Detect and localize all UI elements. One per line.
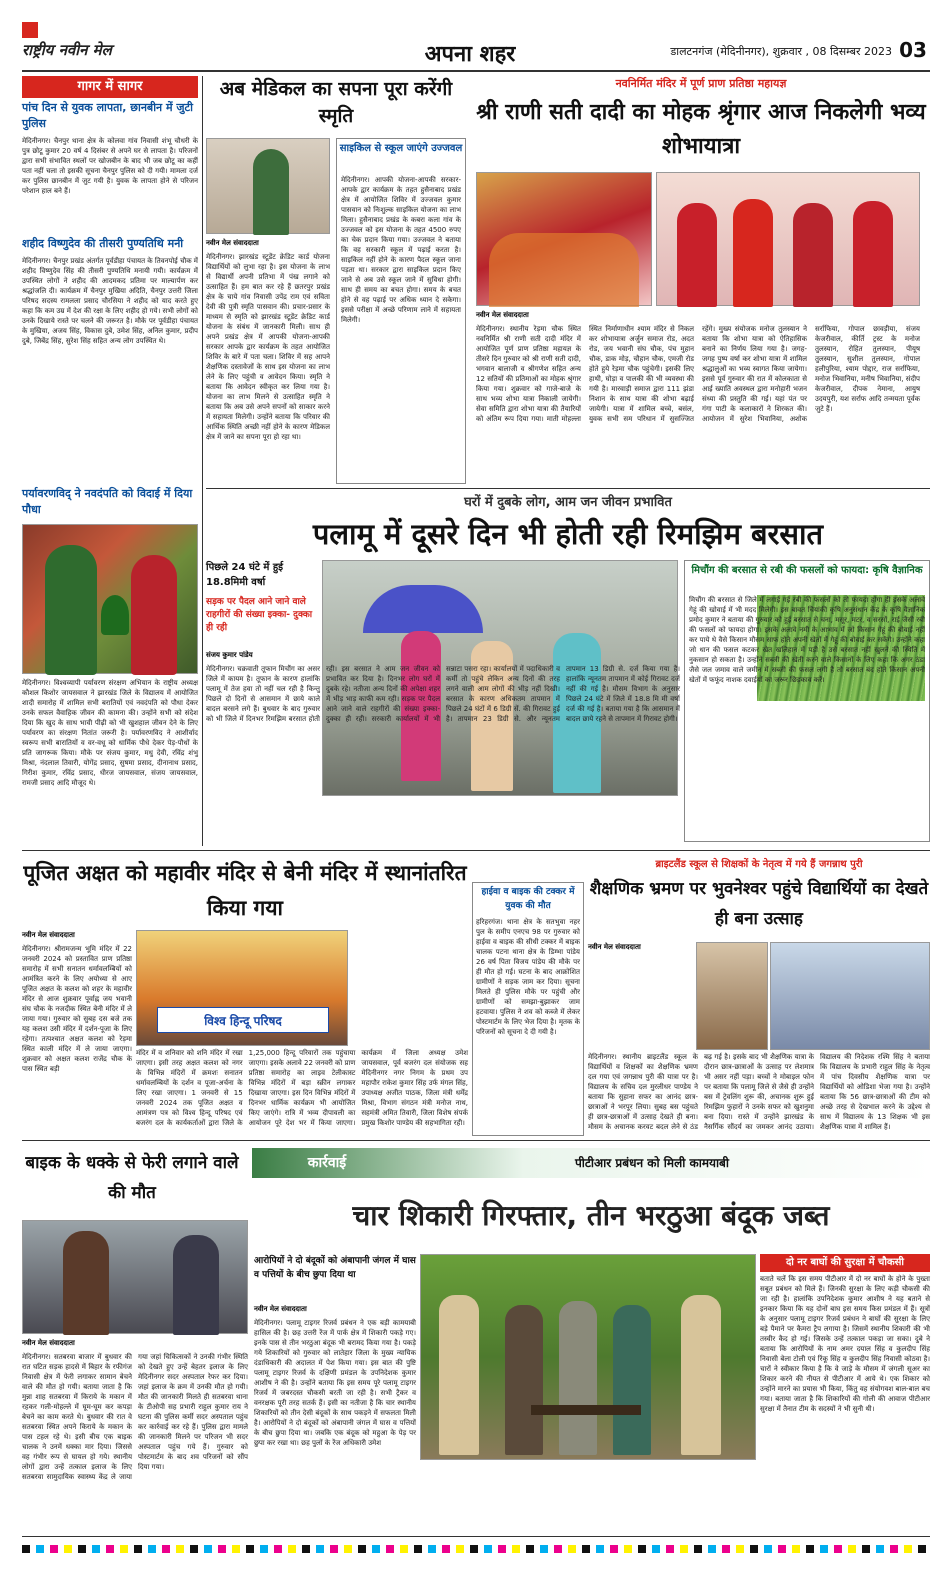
crop-box xyxy=(684,560,930,842)
smriti-byline: नवीन मेल संवाददाता xyxy=(206,239,259,247)
paper-name: राष्ट्रीय नवीन मेल xyxy=(22,41,112,59)
color-registration-strip xyxy=(22,22,38,38)
tour-headline: शैक्षणिक भ्रमण पर भुवनेश्वर पहुंचे विद्यार्थियों का देखते ही बना उत्साह xyxy=(589,879,929,929)
seized-guns xyxy=(531,1405,641,1415)
truck-box xyxy=(472,882,584,1136)
hunters-photo xyxy=(420,1254,756,1460)
bride-figure xyxy=(131,555,177,675)
student-figure xyxy=(253,149,289,235)
dateline: डालटनगंज (मेदिनीनगर), शुक्रवार , 08 दिसम्बर 2023 xyxy=(670,45,892,58)
sati-headline: श्री राणी सती दादी का मोहक श्रृंगार आज निकलेगी भव्य शोभायात्रा xyxy=(476,100,926,159)
plant-pot xyxy=(101,595,129,635)
accused-figure-1 xyxy=(505,1305,543,1455)
woman-red-saree-2 xyxy=(733,199,773,307)
vhp-photo xyxy=(136,930,348,1046)
accused-figure-3 xyxy=(613,1305,651,1455)
woman-red-saree-3 xyxy=(793,203,833,307)
section-label: गागर में सागर xyxy=(22,76,198,98)
sati-photo-2 xyxy=(656,172,920,306)
rain-headline: पलामू में दूसरे दिन भी होती रही रिमझिम बरसात xyxy=(312,517,824,551)
tiger-headline: दो नर बाघों की सुरक्षा में चौकसी xyxy=(760,1254,930,1272)
akshat-byline: नवीन मेल संवाददाता xyxy=(22,931,75,939)
tour-byline: नवीन मेल संवाददाता xyxy=(588,943,641,951)
brief1-headline: पांच दिन से युवक लापता, छानबीन में जुटी पुलिस xyxy=(22,101,193,130)
footer-registration xyxy=(22,1545,930,1553)
page-number: 03 xyxy=(899,38,927,62)
section-rule-2 xyxy=(22,850,930,851)
crop-headline: मिचौंग की बरसात से रबी की फसलों को फायदा: कृषि वैज्ञानिक xyxy=(691,565,923,576)
section-rule-1 xyxy=(206,488,930,489)
rain-kicker: घरों में दुबके लोग, आम जन जीवन प्रभावित xyxy=(464,495,672,510)
bike-headline: बाइक के धक्के से फेरी लगाने वाले की मौत xyxy=(25,1153,239,1203)
hunters-subhead: आरोपियों ने दो बंदूकों को अंबापानी जंगल में घास व पत्तियों के बीच छुपा दिया था xyxy=(254,1256,416,1280)
elder-figure xyxy=(45,545,97,675)
section-rule-3 xyxy=(22,1140,930,1141)
bike-body: मेदिनीनगर। सतबरवा बाजार में बुधवार की रात घटित सड़क हादसे में बिहार के रफीगंज निवासी क्षेत्र में फेरी लगाकर सामान बेचने वाले की मौत हो गयी। बताया जाता है कि मुन्ना शाह सतबरवा में किराये के मकान में रहकर गली-मोहल्ले में घूम-घूम कर कपड़ा बेचने का काम करते थे। बुधवार की रात वे सतबरवा स्थित अपने किराये के मकान के पास टहल रहे थे। इसी बीच एक बाइक चालक ने उनमें धक्का मार दिया। जिससे वह गंभीर रूप से घायल हो गये। स्थानीय लोगों द्वारा उन्हें तत्काल इलाज के लिए सतबरवा सामुदायिक स्वास्थ्य केंद्र ले जाया गया जहां चिकित्सकों ने उनकी गंभीर स्थिति को देखते हुए उन्हें बेहतर इलाज के लिए मेदिनीनगर सदर अस्पताल रेफर कर दिया। जहां इलाज के क्रम में उनकी मौत हो गयी। मौत की जानकारी मिलते ही सतबरवा थाना के टीओपी सह प्रभारी राहुल कुमार राय ने घटना की पुलिस कर्मी सदर अस्पताल पहुंच कर कार्रवाई कर रहे हैं। पुलिस द्वारा मामले की जानकारी मिलने पर परिजन भी सदर अस्पताल पहुंच गये हैं। गुरुवार को पोस्टमार्टम के बाद शव परिजनों को सौंप दिया गया। xyxy=(22,1353,248,1481)
bike-photo xyxy=(22,1220,248,1334)
umbrella-shape xyxy=(363,585,483,633)
brief3-body: मेदिनीनगर। विश्वव्यापी पर्यावरण संरक्षण अभियान के राष्ट्रीय अध्यक्ष कौशल किशोर जायसवाल ने झारखंड जिले के विद्यालय में आयोजित शादी समारोह में शामिल सभी बरातियों एवं नवदंपति को पौधा देकर उनके सफल वैवाहिक जीवन की कामना की। उन्होंने सभी को संदेश दिया कि खुद के साथ भावी पीढ़ी को भी खुशहाल जीवन देने के लिए पर्यावरण का संरक्षण नितांत जरूरी है। पर्यावरणविद ने आशीर्वाद स्वरूप सभी बारातियों व वर-वधू को धार्मिक पौधे देकर पेड़-पौधों के प्रति जागरूक किया। मौके पर संजय कुमार, मधु देवी, रविंद्र शंभु मिश्रा, नंदलाल तिवारी, योगेंद्र प्रसाद, सुषमा प्रसाद, दीनानाथ प्रसाद, गिरीश कुमार, रविंद्र प्रसाद, धीरज जायसवाल, संजय जायसवाल, रामजी प्रसाद आदि मौजूद थे। xyxy=(22,679,198,787)
smriti-photo xyxy=(206,138,330,234)
brief2-body: मेदिनीनगर। चैनपुर प्रखंड अंतर्गत पूर्वडीहा पंचायत के तिवनपोई चौक में शहीद विष्णुदेव सिंह की तीसरी पुण्यतिथि मनायी गयी। कार्यक्रम में उपस्थित लोगों ने शहीद की आदमकद प्रतिमा पर माल्यार्पण कर श्रद्धांजलि दी। कार्यक्रम में चैनपुर मुखिया अदिति, चैनपुर उत्तरी जिला परिषद सदस्य रामलला प्रसाद चौरसिया ने शहीद को याद करते हुए कहा कि कम उम्र में देश की रक्षा के लिए शहीद हो गये। सभी लोगों को उनके दिखाये रास्ते पर चलने की जरूरत है। मौके पर पूर्वडीहा पंचायत के मुखिया, अजय सिंह, विकास दुबे, उमेश सिंह, अनिल कुमार, प्रदीप दुबे, जिबेंद्र सिंह, सुरेश सिंह सहित अन्य लोग उपस्थित थे। xyxy=(22,257,198,345)
akshat-body-2: मंदिर में व शनिवार को शनि मंदिर में रखा जाएगा। इसी तरह अक्षत कलश को नगर के विभिन्न मंदिरों में क्रमशः सनातन धर्मावलम्बियों के दर्शन व पूजा-अर्चना के लिए रखा जाएगा। 1 जनवरी से 15 जनवरी 2024 तक पूजित अक्षत व आमंत्रण पत्र को विश्व हिन्दू परिषद एवं बजरंग दल के कार्यकर्ताओं द्वारा जिले के 1,25,000 हिन्दू परिवारों तक पहुंचाया जाएगा। इसके अलावे 22 जनवरी को प्राण प्रतिष्ठा समारोह का लाइव टेलीकास्ट विभिन्न मंदिरों में बड़ा स्क्रीन लगाकर दिखाया जाएगा। इस दिन विभिन्न मंदिरों में दिनभर धार्मिक कार्यक्रम भी आयोजित किए जाएंगे। रात्रि में भव्य दीपावली का आयोजन पूरे देश भर में किया जाएगा। कार्यक्रम में जिला अध्यक्ष उमेश जायसवाल, पूर्व बजरंग दल संयोजक सह मेदिनीनगर नगर निगम के प्रथम उप महापौर राकेश कुमार सिंह उर्फ मंगल सिंह, उपाध्यक्ष अजीत पाठक, जिला मंत्री धर्मेंद्र मिश्रा, विभाग संगठन मंत्री मनोज नाथ, सहमंत्री अमित तिवारी, जिला विशेष संपर्क प्रमुख किशोर पाण्डेय की सहभागिता रही। xyxy=(136,1049,468,1127)
devotee-group xyxy=(489,233,639,307)
woman-red-saree-4 xyxy=(853,201,893,307)
hunters-body: मेदिनीनगर। पलामू टाइगर रिजर्व प्रबंधन ने एक बड़ी कामयाबी हासिल की है। छह उत्तरी रेंज में पार्क क्षेत्र में शिकारी पकड़े गए। इनके पास से तीन भरठुआ बंदूक भी बरामद किया गया है। पकड़े गये शिकारियों को गुरुवार को लातेहार जिला के मुख्य न्यायिक दंडाधिकारी की अदालत में पेश किया गया। इस बात की पुष्टि पलामू टाइगर रिजर्व के दक्षिणी प्रमंडल के उपनिदेशक कुमार आशीष ने की है। उन्होंने बताया कि इस समय पूरे पलामू टाइगर रिजर्व में जबरदस्त चौकसी बरती जा रही है। सभी ट्रैकर व वनरक्षक पूरी तरह सतर्क हैं। इसी का नतीजा है कि चार स्थानीय शिकारियों को तीन देसी बंदूकों के साथ पकड़ने में सफलता मिली है। आरोपियों ने दो बंदूकों को अंबापानी जंगल में घास व पत्तियों के बीच छुपा दिया था। जबकि एक बंदूक को महुआ के पेड़ पर छुपा कर रखा था। छह पुलों के रेंज अधिकारी उमेश xyxy=(254,1319,416,1447)
tiger-box xyxy=(760,1254,930,1528)
action-band xyxy=(252,1148,930,1178)
sati-photo-1 xyxy=(476,172,652,306)
brief3-headline: पर्यावरणविद् ने नवदंपति को विदाई में दिया पौधा xyxy=(22,487,193,516)
masthead-rule xyxy=(22,70,930,72)
rain-subhead-2: सड़क पर पैदल आने जाने वाले राहगीरों की संख्या इक्का- दुक्का ही रही xyxy=(206,597,313,633)
smriti-body: मेदिनीनगर। झारखंड स्टूडेंट क्रेडिट कार्ड योजना विद्यार्थियों को लुभा रहा है। इस योजना के लाभ से विद्यार्थी अपनी प्रतिभा में पंख लगाने को उत्साहित हैं। हम बात कर रहे हैं छतरपुर प्रखंड क्षेत्र के चाये गांव निवासी उपेंद्र राम एवं सविता देवी की पुत्री स्मृति पासवान की। प्रचार-प्रसार के माध्यम से स्मृति को झारखंड स्टूडेंट क्रेडिट कार्ड योजना के संबंध में जानकारी मिली। साथ ही अपने प्रखंड क्षेत्र में आपकी योजना-आपकी सरकार आपके द्वार कार्यक्रम के तहत आयोजित शिविर के बारे में पता चला। शिविर में सह आपने शैक्षणिक दस्तावेजों के साथ इस योजना का लाभ लेने के लिए पहुंची व आवेदन किया। स्मृति ने बताया कि आवेदन स्वीकृत कर लिया गया है। योजना का लाभ मिलने से उत्साहित स्मृति ने बताया कि अब उसे अपने सपनों को साकार करने में सहायता मिलेगी। उन्होंने बताया कि परिवार की आर्थिक स्थिति अच्छी नहीं होने के कारण मेडिकल क्षेत्र में जाने का सपना पूरा हो रहा था। xyxy=(206,253,330,441)
tour-kicker: ब्राइटलैंड स्कूल से शिक्षकों के नेतृत्व में गये हैं जगन्नाथ पुरी xyxy=(655,859,863,870)
action-tag: कार्रवाई xyxy=(307,1155,347,1171)
rain-body: मेदिनीनगर। चक्रवाती तूफान मिचौंग का असर जिले में कायम है। तूफान के कारण हालांकि पलामू में तेज हवा तो नहीं चल रही है किन्तु पिछले दो दिनों से आसमान में छाये काले बादल बरसने लगे हैं। बुधवार के बाद गुरुवार को भी जिले में दिनभर रिमझिम बरसात होती रही। इस बरसात ने आम जन जीवन को प्रभावित कर दिया है। दिनभर लोग घरों में दुबके रहे। नतीजा अन्य दिनों की अपेक्षा शहर में भीड़ भाड़ काफी कम रही। सड़क पर पैदल आने जाने वाले राहगीरों की संख्या इक्का-दुक्का ही रही। सरकारी कार्यालयों में भी सन्नाटा पसरा रहा। कार्यालयों में पदाधिकारी व कर्मी तो पहुंचे लेकिन अन्य दिनों की तरह लगने वाली आम लोगों की भीड़ नहीं दिखी। बरसात के कारण अधिकतम तापमान में पिछले 24 घंटों में 6 डिग्री सें. की गिरावट हुई है। तापमान 23 डिग्री से. और न्यूनतम तापमान 13 डिग्री से. दर्ज किया गया है। हालांकि न्यूनतम तापमान में कोई गिरावट दर्ज नहीं की गई है। मौसम विभाग के अनुसार पिछले 24 घंटे में जिले में 18.8 मि मी वर्षा दर्ज की गई है। बताया गया है कि आसमान में बादल छाये रहने से तापमान में गिरावट होगी। xyxy=(206,665,680,723)
cycle-headline: साइकिल से स्कूल जाएंगे उज्जवल xyxy=(339,143,463,154)
hunters-byline: नवीन मेल संवाददाता xyxy=(254,1305,307,1313)
brief1-body: मेदिनीनगर। चैनपुर थाना क्षेत्र के कोलवा गांव निवासी शंभू चौधरी के पुत्र छोटू कुमार 20 वर्ष 4 दिसंबर से अपने घर से लापता है। परिजनों द्वारा सभी संभावित स्थलों पर खोजबीन के बाद भी जब छोटू का कहीं पता नहीं चला तो इसकी सूचना चैनपुर पुलिस को दी गयी। मामला दर्ज कर पुलिस छानबीन में जुट गयी है। युवक के लापता होने से परिजन परेशान हाल बने हैं। xyxy=(22,137,198,195)
rain-subhead-1: पिछले 24 घंटे में हुई 18.8मिमी वर्षा xyxy=(206,562,284,588)
akshat-headline: पूजित अक्षत को महावीर मंदिर से बेनी मंदिर में स्थानांतरित किया गया xyxy=(23,861,467,920)
hunters-kicker: पीटीआर प्रबंधन को मिली कामयाबी xyxy=(574,1156,730,1170)
guard-figure-2 xyxy=(681,1295,721,1455)
accused-figure-2 xyxy=(559,1301,597,1455)
sati-kicker: नवनिर्मित मंदिर में पूर्ण प्राण प्रतिष्ठा महायज्ञ xyxy=(615,77,787,90)
truck-headline: हाईवा व बाइक की टक्कर में युवक की मौत xyxy=(481,887,575,911)
crop-body: मिचौंग की बरसात से जिले में लगाई गई रबी की फसलों को तो फायदा होगा ही इसके अलावे गेहूं की खोवाई में भी मदद मिलेगी। इस बावत चियांकी कृषि अनुसंधान केंद्र के कृषि वैज्ञानिक प्रमोद कुमार ने बताया की गुरुवार को हुई बरसात से चना, मसूर, मटर, व सरसों, राई जैसी रबी की फसलों को फायदा होगा। इसके अलावे नमी के आभाव में जो किसान गेहूं की बोवाई नहीं कर पाये थे वैसे किसान मौसम साफ होते अपनी खेतों में गेहूं की बोवाई कर सकेंगे। उन्होंने कहा जो धान की फसल कटकर खेत खलिहान में पड़ी है उसे बरसात नहीं खुलने की स्थिति में नुकसान हो सकता है। उन्होंने सब्जी की खेती करने वाले किसानों के लिए कहा कि अगर ठंडा जैसे जल जमाव वाले जमीन में सब्जी की फसल लगी है तो बरसात बंद होते किसान अपनी खेतों में फफूंद नाशक दवाईयों का जरूर छिड़काव करें। xyxy=(689,596,925,684)
rain-byline: संजय कुमार पांडेय xyxy=(206,651,253,659)
sati-byline: नवीन मेल संवाददाता xyxy=(476,311,529,319)
vhp-banner: विश्व हिन्दू परिषद xyxy=(157,1007,329,1033)
tour-body: मेदिनीनगर। स्थानीय ब्राइटलैंड स्कूल के विद्यार्थियों व शिक्षकों का शैक्षणिक भ्रमण दल गया एवं जगन्नाथ पुरी की यात्रा पर है। विद्यालय के सचिव दल मुरलीधर पाण्डेय ने बताया कि सुहाना सफर का आनंद छात्र-छात्राओं ने भरपूर लिया। सुबह बस पहुंचते ही छात्र-छात्राओं में उत्साह देखते ही बना। मौसम के अचानक करवट बदल लेने से ठंड बढ़ गई है। इसके बाद भी शैक्षणिक यात्रा के दौरान छात्र-छात्राओं के उत्साह पर लेशमात्र भी असर नहीं पड़ा। बच्चों ने मोबाइल फोन पर बताया कि पलामू जिले से जैसे ही उन्होंने बस में ट्रेवलिंग शुरू की, अचानक शुरू हुई रिमझिम फुहारों ने उनके सफर को खुशनुमा बना दिया। रास्ते में उन्होंने झारखंड के नैसर्गिक सौंदर्य का जमकर आनंद उठाया। विद्यालय की निदेशक रश्मि सिंह ने बताया कि विद्यालय के प्रभारी राहुल सिंह के नेतृत्व में पांच दिवसीय शैक्षणिक यात्रा पर विद्यार्थियों को ओडिशा भेजा गया है। उन्होंने बताया कि 56 छात्र-छात्राओं की टीम को अच्छे तरह से देखभाल करने के उद्देश्य से साथ में विद्यालय के 13 शिक्षक भी इस शैक्षणिक यात्रा में शामिल हैं। xyxy=(588,1053,930,1131)
brief2-headline: शहीद विष्णुदेव की तीसरी पुण्यतिथि मनी xyxy=(22,237,184,250)
woman-red-saree-1 xyxy=(677,203,717,307)
cycle-body: मेदिनीनगर। आपकी योजना-आपकी सरकार-आपके द्वार कार्यक्रम के तहत हुसैनाबाद प्रखंड क्षेत्र में आयोजित शिविर में उज्जवल कुमार पासवान को निःशुल्क साइकिल योजना का लाभ मिला। हुसैनाबाद प्रखंड के कबरा कला गांव के उज्जवल को इस योजना के तहत 4500 रुपए का चेक प्रदान किया गया। उज्जवल ने बताया कि वह सरकारी स्कूल में पढ़ाई करता है। साइकिल नहीं होने के कारण पैदल स्कूल जाना पड़ता था। सरकार द्वारा साइकिल प्रदान किए जाने से अब उसे स्कूल जाने में सुविधा होगी। साथ ही समय का बचत होगा। समय के बचत होने से वह पढ़ाई पर अधिक ध्यान दे सकेगा। इससे परीक्षा में अच्छे परिणाम लाने में सहायता मिलेगी। xyxy=(341,176,461,324)
guard-figure-1 xyxy=(439,1295,479,1455)
story-cycle-box xyxy=(336,138,466,484)
akshat-body-1: मेदिनीनगर। श्रीरामजन्म भूमि मंदिर में 22 जनवरी 2024 को प्रस्तावित प्राण प्रतिष्ठा समारोह में सभी सनातन धर्मावलम्बियों को आमंत्रित करने के लिए अयोध्या से आए पूजित अक्षत के कलश को शहर के महावीर मंदिर से आज शुक्रवार पूर्वाह्न जय भवानी संघ चौक के नजदीक स्थित बेनी मंदिर में ले जाया गया। गुरुवार को सुबह दस बजे तक यह कलश उसी मंदिर में दर्शन-पूजा के लिए रहेगा। तत्पश्चात अक्षत कलश को रेड़मा स्थित काली मंदिर में ले जाया जाएगा। शुक्रवार को अक्षत कलश राजेंद्र चौक के पास स्थित बड़ी xyxy=(22,945,132,1073)
hunters-headline: चार शिकारी गिरफ्तार, तीन भरठुआ बंदूक जब्त xyxy=(352,1199,830,1232)
masthead xyxy=(0,0,945,72)
column-briefs xyxy=(22,76,198,846)
footer-rule xyxy=(22,1536,930,1537)
person-figure xyxy=(63,1231,109,1335)
sati-body: मेदिनीनगर। स्थानीय रेड़मा चौक स्थित नवनिर्मित श्री राणी सती दादी मंदिर में आयोजित पूर्ण प्राण प्रतिष्ठा महायज्ञ के तीसरे दिन गुरुवार को श्री राणी सती दादी, भगवान बालाजी व श्रीगणेश सहित अन्य 12 सतियों की प्रतिमाओं का मोहक श्रृंगार किया गया। शुक्रवार को गाजे-बाजे के साथ भव्य शोभा यात्रा निकाली जायेगी। सेवा समिति द्वारा शोभा यात्रा की तैयारियों को अंतिम रूप दिया गया। माती मोहल्ला स्थित निर्माणाधीन श्याम मंदिर से निकल कर शोभायात्रा अर्जुन समाज रोड, अदत रोड, जय भवानी संघ चौक, पंच मुहान चौक, डाक मोड़, चौहान चौक, एमजी रोड होते हुये रेड़मा चौक पहुंचेगी। इसकी लिए हाथी, घोड़ा व पालकी की भी व्यवस्था की गयी है। मारवाड़ी समाज द्वारा 111 झंडा निशान के साथ यात्रा की शोभा बढ़ाई जायेगी। यात्रा में शामिल बच्चे, बसंल, युवक सभी सम परिधान में सुसज्जित रहेंगे। मुख्य संयोजक मनोज तुलस्यान ने बताया कि शोभा यात्रा को ऐतिहासिक बनाने का निर्णय लिया गया है। जगह-जगह पुष्प वर्षा कर शोभा यात्रा में शामिल श्रद्धालुओं का भव्य स्वागत किया जायेगा। इससे पूर्व गुरुवार की रात में कोलकाता से आई ख्याति अवस्थल द्वारा मनोहारी भजन संध्या की प्रस्तुति की गई। यहां पंत पर गंगा पाटी के कलाकारों ने शिरकत की। आयोजन में सुरेश भिवानिया, अशोक सर्राफिया, गोपाल छावड़ीया, संजय केजरीवाल, कीर्ति ट्रस्ट के मनोज तुलस्यान, रोहित तुलस्यान, पीयूष तुलस्यान, सुशील तुलस्यान, गोपाल हलीपुरिया, श्याम पोद्दार, राज सर्राफिया, मनोज भिवानिया, मनीष भिवानिया, संदीप केजरीवाल, दीपक नेमाना, आयुष उदयपुरी, यश सर्राफ आदि तन्मयता पूर्वक जुटे हैं। xyxy=(476,325,920,423)
person-figure-2 xyxy=(173,1235,219,1335)
wedding-photo xyxy=(22,524,198,674)
tiger-body: बताते चलें कि इस समय पीटीआर में दो नर बाघों के होने के पुख्ता सबूत प्रबंधन को मिले हैं। जिनकी सुरक्षा के लिए कड़ी चौकसी की जा रही है। हालांकि उपनिदेशक कुमार आशीष ने यह बताने से इनकार किया कि यह दोनों बाघ इस समय किस प्रमंडल में हैं। सूत्रों के अनुसार पलामू टाइगर रिजर्व प्रबंधन ने बाघों की सुरक्षा के लिए बड़े पैमाने पर कैमरा ट्रैप लगाया है। जिसमें स्थानीय शिकारी की भी तस्वीर कैद हो गई। जिसके उन्हें तत्काल पकड़ा जा सका। दुबे ने बताया कि आरोपियों के नाम अमर दयाल सिंह व कुलदीप सिंह निवासी बेला टोली एवं रिंकू सिंह व कुलदीप सिंह निवासी कोठवा है। चारों ने स्वीकार किया है कि वे जाड़े के मौसम में जंगली सूअर का शिकार करने की नीयत से पीटीआर में आये थे। एक शिकार को उन्होंने मारने का प्रयास भी किया, किंतु वह संयोगवश बाल-बाल बच गया। बताया जाता है कि शिकारियों की गोली की आवाज पीटीआर सुरक्षा में तैनात टीम के सदस्यों ने भी सुनी थी। xyxy=(760,1275,930,1413)
bike-byline: नवीन मेल संवाददाता xyxy=(22,1339,75,1347)
column-divider xyxy=(202,76,203,846)
section-name: अपना शहर xyxy=(424,42,516,67)
truck-body: हरिहरगंज। थाना क्षेत्र के सतभुवा नहर पुल के समीप एनएच 98 पर गुरुवार को हाईवा व बाइक की सीधी टक्कर में बाइक चालक पटना थाना क्षेत्र के डिम्भा पांडेय 26 वर्ष पिता विजय पांडेय की मौके पर ही मौत हो गई। घटना के बाद आक्रोशित ग्रामीणों ने सड़क जाम कर दिया। सूचना मिलते ही पुलिस मौके पर पहुंची और ग्रामीणों को समझा-बुझाकर जाम हटवाया। पुलिस ने शव को कब्जे में लेकर पोस्टमार्टम के लिए भेज दिया है। मृतक के परिजनों को सूचना दे दी गयी है। xyxy=(476,918,580,1036)
smriti-headline: अब मेडिकल का सपना पूरा करेंगी स्मृति xyxy=(219,78,453,127)
